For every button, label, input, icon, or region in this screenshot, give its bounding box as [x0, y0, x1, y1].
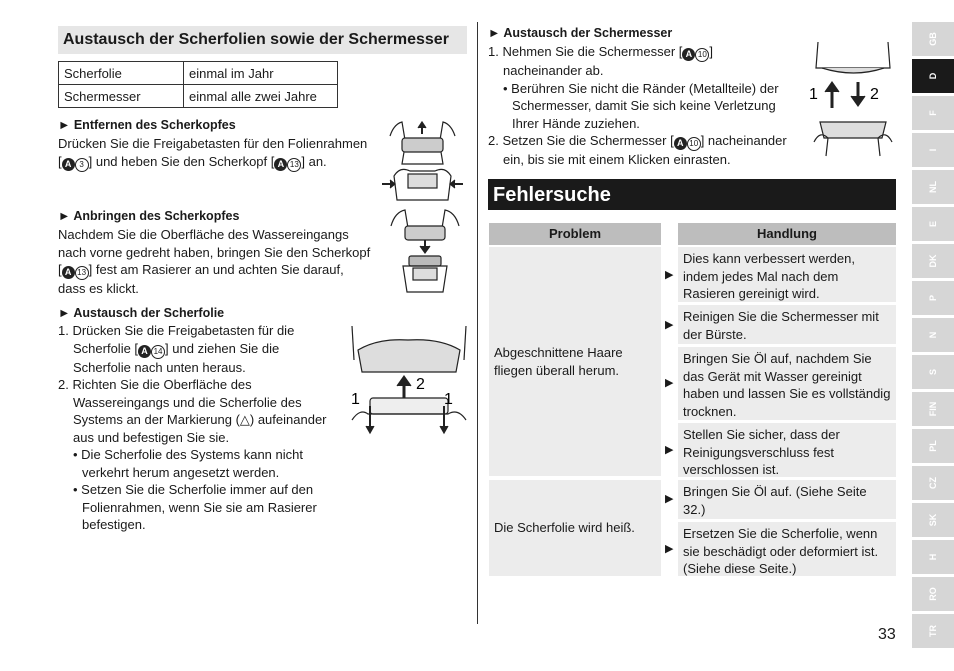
- section-heading: Austausch der Scherfolien sowie der Schermesser: [63, 31, 449, 48]
- problem-cell: Abgeschnittene Haare fliegen überall herum.: [489, 247, 661, 476]
- table-cell: einmal im Jahr: [184, 62, 338, 85]
- table-row: [59, 62, 338, 85]
- badge-3-icon: 3: [75, 158, 89, 172]
- problem-cell: Die Scherfolie wird heiß.: [489, 480, 661, 576]
- table-cell: Scherfolie: [59, 62, 184, 85]
- remove-head-title: ► Entfernen des Scherkopfes: [58, 118, 236, 132]
- badge-10-icon: 10: [687, 137, 701, 151]
- badge-a-icon: A: [682, 48, 695, 61]
- column-header-problem: Problem: [489, 223, 661, 245]
- arrow-right-icon: ▶: [665, 444, 674, 456]
- attach-head-illustration: [385, 206, 465, 298]
- language-tab-d[interactable]: D: [912, 59, 954, 93]
- action-cell: Bringen Sie Öl auf. (Siehe Seite 32.): [678, 480, 896, 519]
- language-tab-pl[interactable]: PL: [912, 429, 954, 463]
- action-cell: Dies kann verbessert werden, indem jedes Mal nach dem Rasieren gereinigt wird.: [678, 247, 896, 302]
- troubleshooting-heading-bar: [488, 179, 896, 210]
- blade-replacement-illustration: [806, 38, 901, 160]
- attach-head-text: Nachdem Sie die Oberfläche des Wassereingangs nach vorne gedreht haben, bringen Sie den Scherkopf [ A 13 ] fest am Rasierer an und achten Sie darauf, dass es klickt.: [58, 227, 371, 296]
- language-tab-cz[interactable]: CZ: [912, 466, 954, 500]
- language-tab-gb[interactable]: GB: [912, 22, 954, 56]
- language-tab-p[interactable]: P: [912, 281, 954, 315]
- arrow-right-icon: ▶: [665, 543, 674, 555]
- figure-label-2: 2: [870, 86, 879, 103]
- blade-title: ► Austausch der Schermesser: [488, 26, 673, 40]
- language-tab-f[interactable]: F: [912, 96, 954, 130]
- language-tab-nl[interactable]: NL: [912, 170, 954, 204]
- badge-13-icon: 13: [287, 158, 301, 172]
- action-cell: Bringen Sie Öl auf, nachdem Sie das Gerät mit Wasser gereinigt haben und lassen Sie es vollständig trocknen.: [678, 347, 896, 420]
- figure-label-1: 1: [351, 391, 360, 408]
- attach-head-title: ► Anbringen des Scherkopfes: [58, 209, 240, 223]
- remove-head-illustration: [380, 116, 465, 206]
- blade-steps: 1. Nehmen Sie die Schermesser [ A 10 ] nacheinander ab. • Berühren Sie nicht die Ränder (Metallteile) der Schermesser, damit Sie sich keine Verletzung Ihrer Hände zuziehen. 2. Setzen Sie die Schermesser [ A 10 ] nacheinander ein, bis sie mit einem Klicken einrasten.: [488, 44, 787, 167]
- arrow-right-icon: ▶: [665, 269, 674, 281]
- badge-10-icon: 10: [695, 48, 709, 62]
- action-cell: Stellen Sie sicher, dass der Reinigungsverschluss fest verschlossen ist.: [678, 423, 896, 477]
- figure-label-1: 1: [809, 86, 818, 103]
- language-tab-s[interactable]: S: [912, 355, 954, 389]
- replacement-interval-table: [58, 61, 338, 108]
- foil-steps: 1. Drücken Sie die Freigabetasten für die Scherfolie [ A 14 ] und ziehen Sie die Scherfolie nach unten heraus. 2. Richten Sie die Oberfläche des Wassereingangs und die Scherfolie des Systems an der Markierung (△) aufeinander aus und befestigen Sie sie. • Die Scherfolie des Systems kann nicht verkehrt herum angesetzt werden. • Setzen Sie die Scherfolie immer auf den Folienrahmen, wenn Sie sie am Rasierer befestigen.: [58, 323, 327, 532]
- table-cell: einmal alle zwei Jahre: [184, 85, 338, 108]
- language-tab-dk[interactable]: DK: [912, 244, 954, 278]
- troubleshooting-heading: Fehlersuche: [493, 184, 611, 206]
- language-sidebar: [912, 22, 954, 646]
- badge-a-icon: A: [674, 137, 687, 150]
- language-tab-e[interactable]: E: [912, 207, 954, 241]
- language-tab-ro[interactable]: RO: [912, 577, 954, 611]
- foil-title: ► Austausch der Scherfolie: [58, 306, 225, 320]
- figure-label-1: 1: [444, 391, 453, 408]
- language-tab-sk[interactable]: SK: [912, 503, 954, 537]
- table-cell: Schermesser: [59, 85, 184, 108]
- language-tab-h[interactable]: H: [912, 540, 954, 574]
- page-number: 33: [878, 626, 896, 643]
- badge-14-icon: 14: [151, 345, 165, 359]
- language-tab-n[interactable]: N: [912, 318, 954, 352]
- remove-head-text: Drücken Sie die Freigabetasten für den Folienrahmen [ A 3 ] und heben Sie den Scherkopf [ A 13 ] an.: [58, 135, 383, 172]
- action-cell: Ersetzen Sie die Scherfolie, wenn sie beschädigt oder deformiert ist. (Siehe diese Seite.): [678, 522, 896, 576]
- badge-a-icon: A: [62, 266, 75, 279]
- section-heading-bar: [58, 26, 467, 54]
- column-divider: [477, 22, 478, 624]
- table-row: [59, 85, 338, 108]
- arrow-right-icon: ▶: [665, 377, 674, 389]
- language-tab-i[interactable]: I: [912, 133, 954, 167]
- figure-label-2: 2: [416, 376, 425, 393]
- column-header-action: Handlung: [678, 223, 896, 245]
- foil-replacement-illustration: [348, 320, 470, 438]
- badge-a-icon: A: [274, 158, 287, 171]
- badge-a-icon: A: [138, 345, 151, 358]
- language-tab-fin[interactable]: FIN: [912, 392, 954, 426]
- arrow-right-icon: ▶: [665, 493, 674, 505]
- action-cell: Reinigen Sie die Schermesser mit der Bürste.: [678, 305, 896, 344]
- badge-a-icon: A: [62, 158, 75, 171]
- badge-13-icon: 13: [75, 266, 89, 280]
- language-tab-tr[interactable]: TR: [912, 614, 954, 648]
- arrow-right-icon: ▶: [665, 319, 674, 331]
